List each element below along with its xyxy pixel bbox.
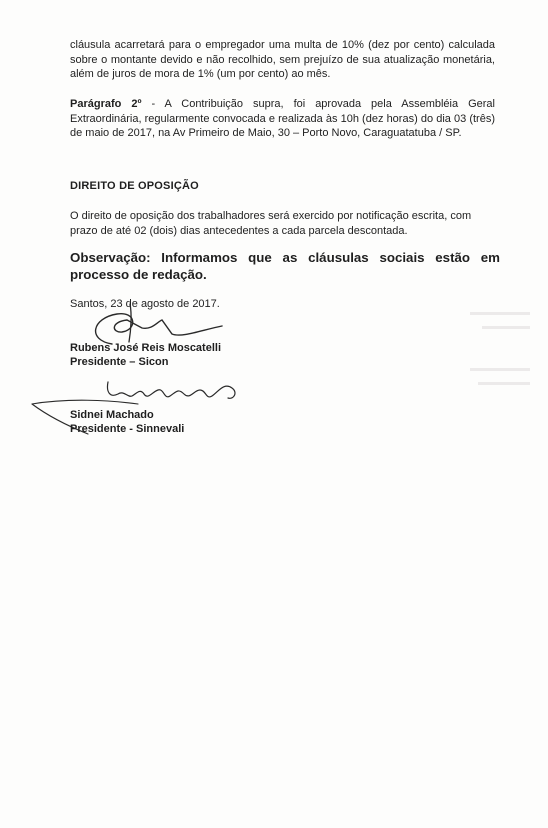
bleed-through-mark <box>478 382 530 385</box>
observation-note: Observação: Informamos que as cláusulas sociais estão em processo de redação. <box>70 250 500 282</box>
clause-continuation-paragraph: cláusula acarretará para o empregador uma multa de 10% (dez por cento) calculada sobre o montante devido e não recolhido, sem prejuízo de sua atualização monetária, além de juros de mora de 1% (um por cento) ao mês. <box>70 39 495 80</box>
signatory-2-role: Presidente - Sinnevali <box>70 423 185 435</box>
bleed-through-mark <box>470 312 530 315</box>
signatory-2-name: Sidnei Machado <box>70 409 154 421</box>
paragraph-2-text: - A Contribuição supra, foi aprovada pela Assembléia Geral Extraordinária, regularmente convocada e realizada às 10h (dez horas) do dia 03 (três) de maio de 2017, na Av Primeiro de Maio, 30 – Porto Novo, Caraguatatuba / SP. <box>70 98 495 139</box>
opposition-paragraph: O direito de oposição dos trabalhadores será exercido por notificação escrita, com prazo de até 02 (dois) dias antecedentes a cada parcela descontada. <box>70 210 472 237</box>
paragraph-2-label: Parágrafo 2º <box>70 98 142 110</box>
signatory-2 <box>70 408 184 436</box>
signatory-1 <box>70 341 221 369</box>
section-heading-opposition: DIREITO DE OPOSIÇÃO <box>70 180 199 192</box>
paragraph-2 <box>70 97 495 141</box>
signatory-1-name: Rubens José Reis Moscatelli <box>70 342 221 354</box>
place-date: Santos, 23 de agosto de 2017. <box>70 298 220 310</box>
signatory-1-role: Presidente – Sicon <box>70 356 169 368</box>
bleed-through-mark <box>482 326 530 329</box>
bleed-through-mark <box>470 368 530 371</box>
